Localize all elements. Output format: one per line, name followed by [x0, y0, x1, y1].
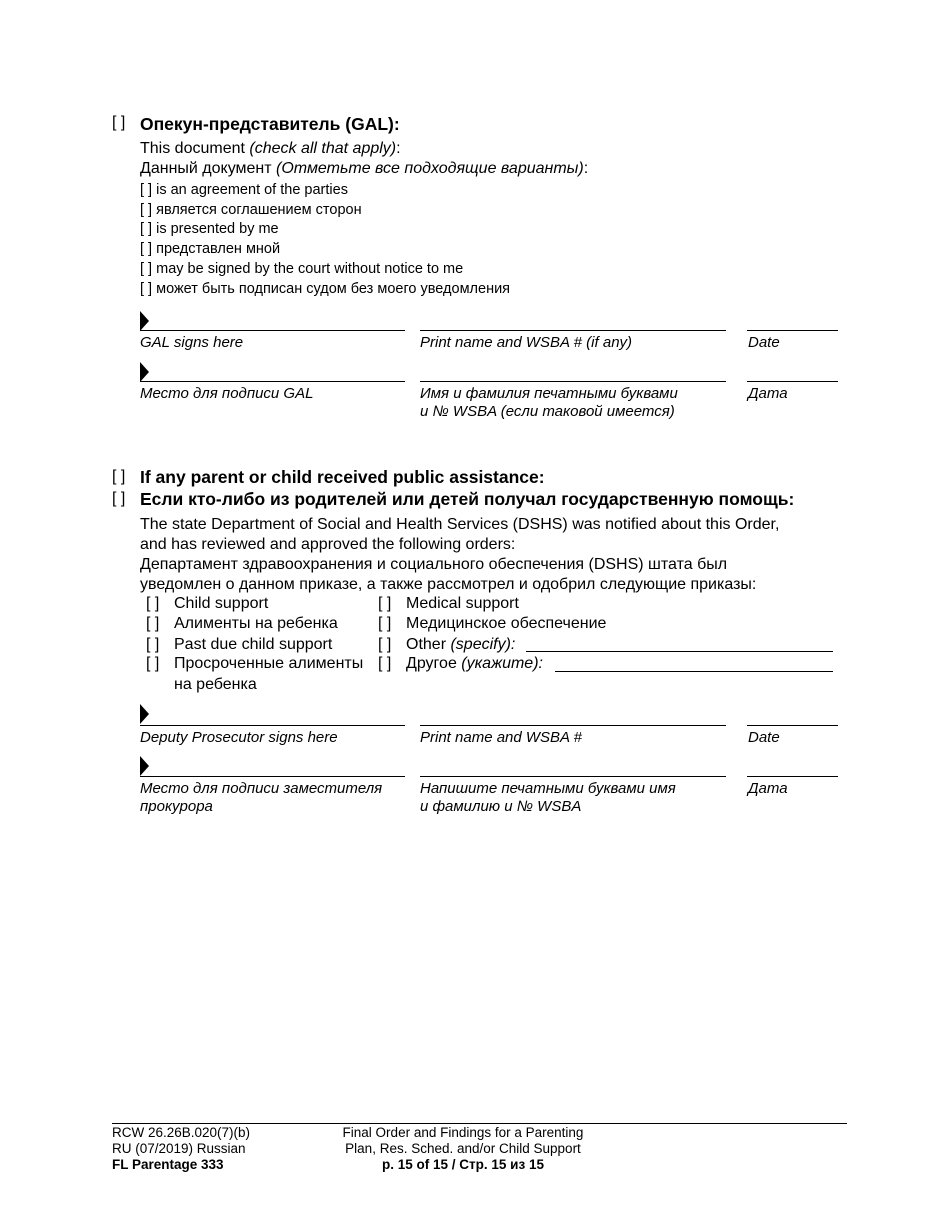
gal-document-en: This document (check all that apply): — [140, 140, 401, 157]
prosecutor-date-line-ru[interactable] — [747, 776, 838, 777]
gal-print-name-line-ru[interactable] — [420, 381, 726, 382]
gal-option-agreement-ru[interactable]: [ ] является соглашением сторон — [140, 202, 362, 218]
gal-sign-label-ru: Место для подписи GAL — [140, 385, 314, 402]
gal-sign-label: GAL signs here — [140, 334, 244, 351]
prosecutor-sign-label-ru-1: Место для подписи заместителя — [140, 780, 383, 797]
assist-child-support-ru-label: Алименты на ребенка — [174, 615, 338, 632]
assist-past-due-checkbox[interactable]: [ ] — [146, 636, 160, 653]
assist-past-due-ru-label: Просроченные алименты — [174, 655, 364, 672]
footer-title-2: Plan, Res. Sched. and/or Child Support — [345, 1141, 581, 1156]
footer-form-number: FL Parentage 333 — [112, 1157, 224, 1172]
prosecutor-print-name-line-ru[interactable] — [420, 776, 726, 777]
prosecutor-date-label-ru: Дата — [748, 780, 788, 797]
gal-sign-arrow-ru-icon — [140, 362, 149, 382]
assist-child-support-ru-checkbox[interactable]: [ ] — [146, 615, 160, 632]
gal-print-label: Print name and WSBA # (if any) — [420, 334, 633, 351]
gal-heading: Опекун-представитель (GAL): — [140, 114, 400, 134]
gal-signature-line-ru[interactable] — [140, 381, 405, 382]
assist-medical-ru-checkbox[interactable]: [ ] — [378, 615, 392, 632]
assist-other-checkbox[interactable]: [ ] — [378, 636, 392, 653]
gal-print-name-line[interactable] — [420, 330, 726, 331]
footer-page-number: p. 15 of 15 / Стр. 15 из 15 — [382, 1157, 544, 1172]
gal-option-presented-ru[interactable]: [ ] представлен мной — [140, 241, 281, 257]
gal-document-ru: Данный документ (Отметьте все подходящие варианты): — [140, 160, 589, 177]
assist-past-due-label: Past due child support — [174, 636, 333, 653]
gal-print-label-ru-2: и № WSBA (если таковой имеется) — [420, 403, 675, 420]
assist-past-due-ru-label-cont: на ребенка — [174, 676, 257, 693]
prosecutor-print-label-ru-1: Напишите печатными буквами имя — [420, 780, 676, 797]
gal-print-label-ru-1: Имя и фамилия печатными буквами — [420, 385, 678, 402]
gal-option-signed-en[interactable]: [ ] may be signed by the court without notice to me — [140, 261, 464, 277]
assist-other-ru-specify-line[interactable] — [555, 671, 833, 672]
assist-para-en-1: The state Department of Social and Health Services (DSHS) was notified about this Order, — [140, 516, 780, 533]
footer-rule — [112, 1123, 847, 1124]
prosecutor-sign-arrow-ru-icon — [140, 756, 149, 776]
prosecutor-signature-line-ru[interactable] — [140, 776, 405, 777]
gal-option-agreement-en[interactable]: [ ] is an agreement of the parties — [140, 182, 348, 198]
assist-para-ru-1: Департамент здравоохранения и социального обеспечения (DSHS) штата был — [140, 556, 728, 573]
gal-date-label: Date — [748, 334, 780, 351]
assist-other-ru-label: Другое (укажите): — [406, 655, 543, 672]
assist-past-due-ru-checkbox[interactable]: [ ] — [146, 655, 160, 672]
assist-other-ru-checkbox[interactable]: [ ] — [378, 655, 392, 672]
prosecutor-print-label-ru-2: и фамилию и № WSBA — [420, 798, 582, 815]
gal-checkbox[interactable]: [ ] — [112, 114, 126, 131]
assist-para-en-2: and has reviewed and approved the following orders: — [140, 536, 516, 553]
assist-other-label: Other (specify): — [406, 636, 516, 653]
footer-title-1: Final Order and Findings for a Parenting — [342, 1125, 584, 1140]
gal-date-label-ru: Дата — [748, 385, 788, 402]
gal-option-signed-ru[interactable]: [ ] может быть подписан судом без моего уведомления — [140, 281, 511, 297]
footer-form-version: RU (07/2019) Russian — [112, 1141, 246, 1156]
assist-other-specify-line[interactable] — [526, 651, 833, 652]
assist-checkbox-en[interactable]: [ ] — [112, 468, 126, 485]
gal-signature-line[interactable] — [140, 330, 405, 331]
assist-medical-ru-label: Медицинское обеспечение — [406, 615, 607, 632]
gal-option-presented-en[interactable]: [ ] is presented by me — [140, 221, 279, 237]
assist-heading-en: If any parent or child received public assistance: — [140, 467, 545, 487]
assist-para-ru-2: уведомлен о данном приказе, а также рассмотрел и одобрил следующие приказы: — [140, 576, 757, 593]
assist-child-support-checkbox[interactable]: [ ] — [146, 595, 160, 612]
prosecutor-sign-label: Deputy Prosecutor signs here — [140, 729, 338, 746]
prosecutor-date-line[interactable] — [747, 725, 838, 726]
assist-medical-checkbox[interactable]: [ ] — [378, 595, 392, 612]
footer-rcw: RCW 26.26B.020(7)(b) — [112, 1125, 251, 1140]
assist-checkbox-ru[interactable]: [ ] — [112, 490, 126, 507]
prosecutor-print-name-line[interactable] — [420, 725, 726, 726]
prosecutor-sign-label-ru-2: прокурора — [140, 798, 213, 815]
prosecutor-print-label: Print name and WSBA # — [420, 729, 583, 746]
prosecutor-sign-arrow-icon — [140, 704, 149, 724]
gal-date-line[interactable] — [747, 330, 838, 331]
assist-child-support-label: Child support — [174, 595, 269, 612]
prosecutor-date-label: Date — [748, 729, 780, 746]
assist-medical-label: Medical support — [406, 595, 519, 612]
gal-date-line-ru[interactable] — [747, 381, 838, 382]
assist-heading-ru: Если кто-либо из родителей или детей получал государственную помощь: — [140, 489, 795, 509]
prosecutor-signature-line[interactable] — [140, 725, 405, 726]
gal-sign-arrow-icon — [140, 311, 149, 331]
